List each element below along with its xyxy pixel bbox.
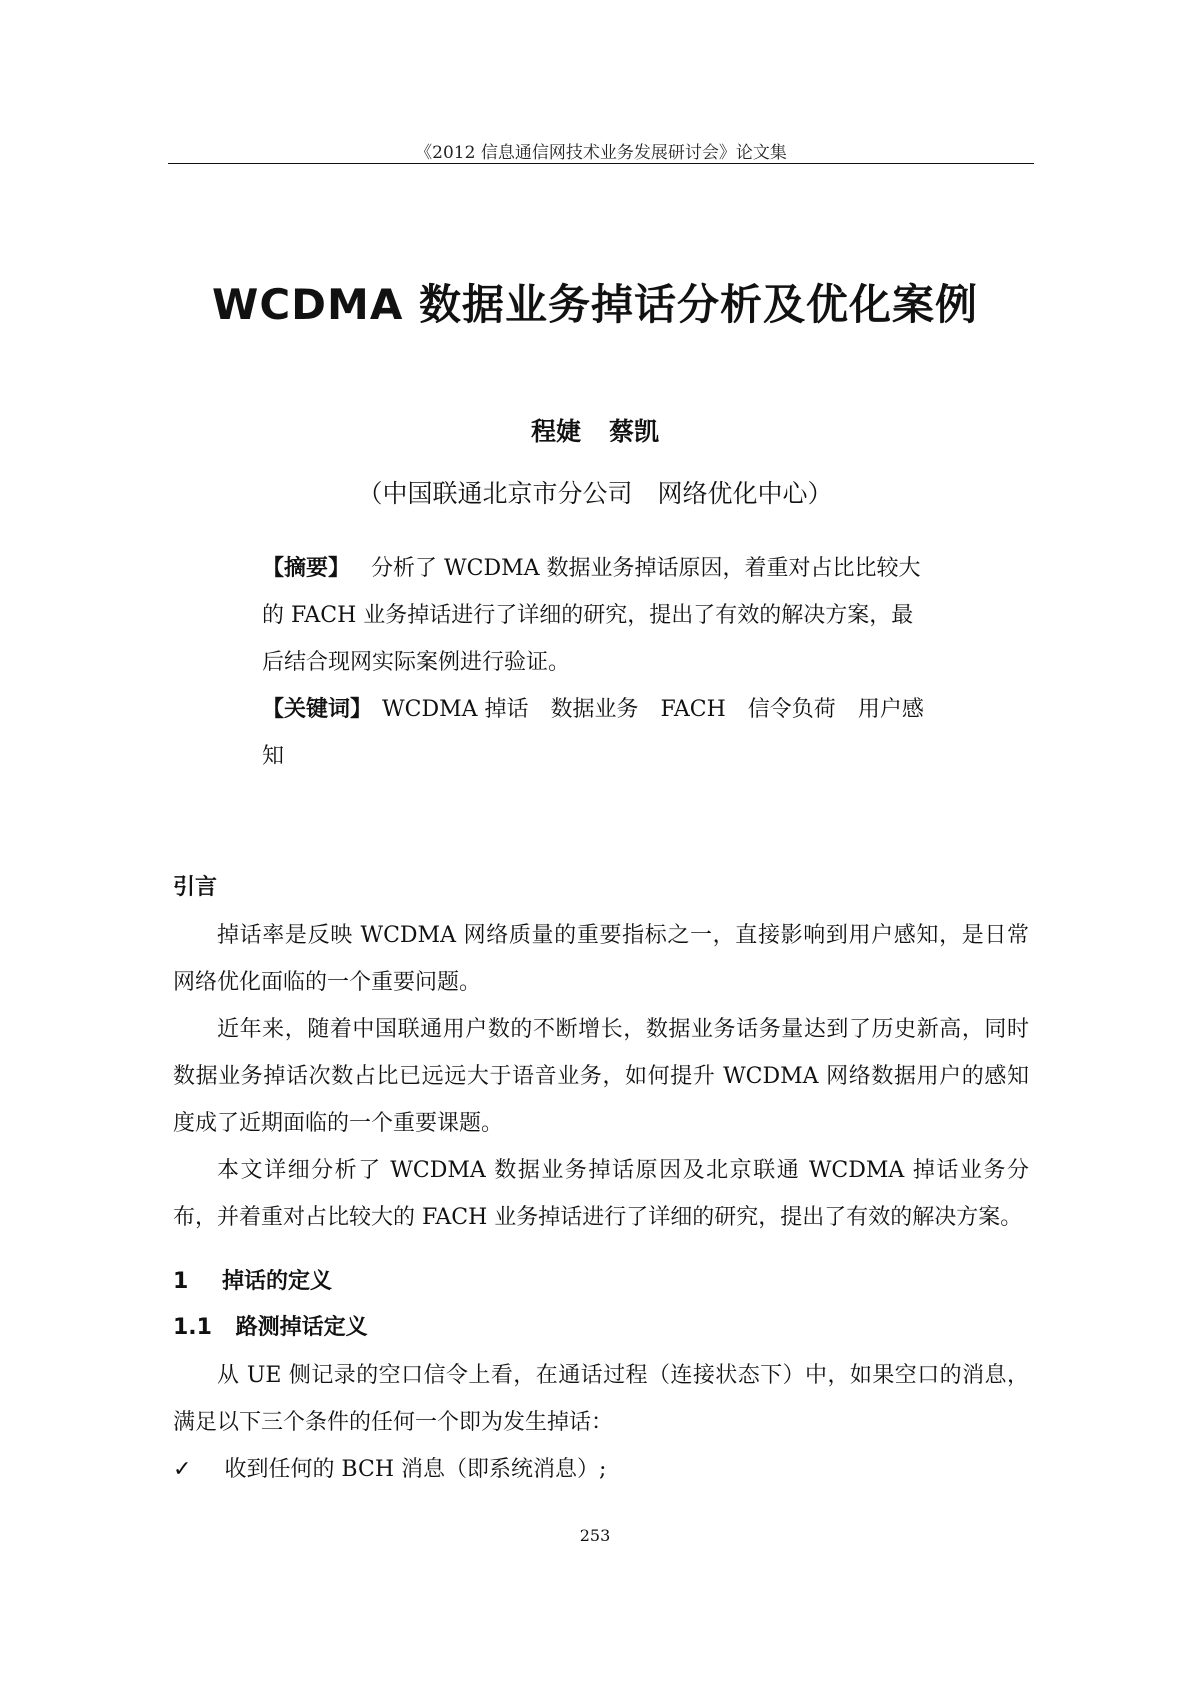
- keywords: [262, 686, 932, 780]
- keyword: 用户感知: [262, 697, 924, 769]
- abstract-label: 【摘要】: [262, 556, 351, 581]
- section-1-title: 掉话的定义: [221, 1269, 332, 1294]
- intro-paragraph-2: 近年来，随着中国联通用户数的不断增长，数据业务话务量达到了历史新高，同时数据业务掉话次数占比已远远大于语音业务，如何提升 WCDMA 网络数据用户的感知度成了近期面临的一个重要课题。: [173, 1017, 1029, 1136]
- section-1-number: 1: [173, 1269, 189, 1294]
- keyword: 信令负荷: [747, 697, 836, 722]
- bullet-text: 收到任何的 BCH 消息（即系统消息）;: [224, 1457, 607, 1482]
- section-1-1-heading: [173, 1310, 1029, 1341]
- keyword: 数据业务: [550, 697, 639, 722]
- keyword: FACH: [660, 697, 726, 722]
- running-header: 《2012 信息通信网技术业务发展研讨会》论文集: [415, 143, 787, 163]
- keyword: WCDMA 掉话: [382, 697, 529, 722]
- page-number: 253: [579, 1526, 611, 1545]
- header-rule: [168, 163, 1034, 164]
- abstract-text: 分析了 WCDMA 数据业务掉话原因，着重对占比比较大的 FACH 业务掉话进行了详细的研究，提出了有效的解决方案，最后结合现网实际案例进行验证。: [262, 556, 921, 675]
- section-1-1-title: 路测掉话定义: [235, 1315, 368, 1340]
- section-1-heading: [173, 1264, 1029, 1295]
- intro-heading: [173, 870, 1029, 901]
- section-1-1-paragraph: 从 UE 侧记录的空口信令上看，在通话过程（连接状态下）中，如果空口的消息，满足以下三个条件的任何一个即为发生掉话：: [173, 1363, 1029, 1435]
- section-1-1-body: [173, 1352, 1029, 1493]
- intro-paragraph-1: 掉话率是反映 WCDMA 网络质量的重要指标之一，直接影响到用户感知，是日常网络优化面临的一个重要问题。: [173, 923, 1029, 995]
- intro-heading-text: 引言: [173, 875, 218, 900]
- author-2: 蔡凯: [609, 417, 660, 446]
- paper-title: WCDMA 数据业务掉话分析及优化案例: [212, 280, 978, 329]
- keywords-label: 【关键词】: [262, 697, 373, 722]
- section-1-1-number: 1.1: [173, 1315, 212, 1340]
- intro-body: [173, 912, 1029, 1241]
- bullet-item: [173, 1446, 1029, 1493]
- affiliation: （中国联通北京市分公司 网络优化中心）: [357, 479, 833, 508]
- check-icon: ✓: [173, 1457, 192, 1482]
- abstract: [262, 545, 932, 686]
- intro-paragraph-3: 本文详细分析了 WCDMA 数据业务掉话原因及北京联通 WCDMA 掉话业务分布，并着重对占比较大的 FACH 业务掉话进行了详细的研究，提出了有效的解决方案。: [173, 1158, 1029, 1230]
- author-1: 程婕: [530, 417, 581, 446]
- authors: [0, 412, 1190, 448]
